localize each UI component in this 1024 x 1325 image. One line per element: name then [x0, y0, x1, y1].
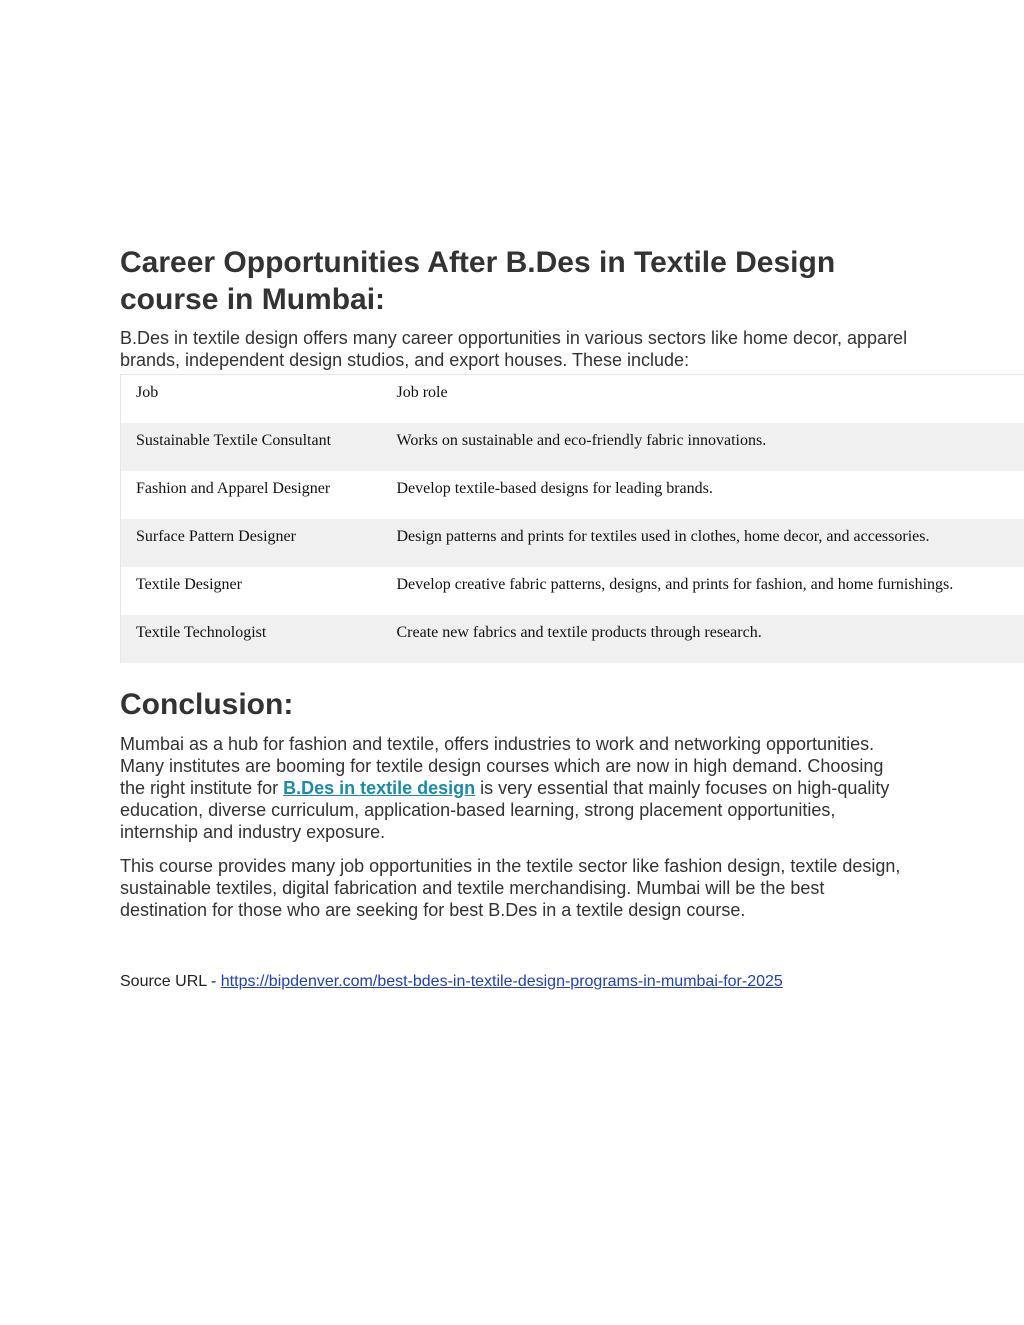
job-cell: Sustainable Textile Consultant [136, 431, 332, 449]
job-role-cell: Works on sustainable and eco-friendly fabric innovations. [396, 431, 767, 449]
source-label: Source URL - [120, 972, 221, 990]
job-cell: Fashion and Apparel Designer [136, 479, 331, 497]
job-role-cell: Develop creative fabric patterns, designs, and prints for fashion, and home furnishings. [396, 575, 954, 593]
job-role-cell: Create new fabrics and textile products through research. [396, 623, 762, 641]
intro-paragraph: B.Des in textile design offers many career opportunities in various sectors like home decor, apparel brands, independent design studios, and export houses. These include: [120, 328, 908, 370]
table-row [121, 567, 1024, 615]
conclusion-text-after-link: is very essential that mainly focuses on high-quality education, diverse curriculum, application-based learning, strong placement opportunities, internship and industry exposure. [120, 777, 890, 842]
table-row [121, 519, 1024, 567]
table-header-row [121, 375, 1024, 423]
source-line [120, 972, 1024, 992]
table-row [121, 471, 1024, 519]
job-cell: Textile Technologist [136, 623, 267, 641]
conclusion-title: Conclusion: [120, 687, 294, 721]
table-row [121, 615, 1024, 663]
job-role-cell: Design patterns and prints for textiles used in clothes, home decor, and accessories. [396, 527, 930, 545]
job-role-cell: Develop textile-based designs for leading brands. [396, 479, 713, 497]
career-table [120, 374, 1024, 663]
conclusion-paragraph-1 [120, 733, 910, 843]
section-title: Career Opportunities After B.Des in Textile Design course in Mumbai: [120, 246, 836, 316]
document-page [120, 240, 1024, 992]
job-cell: Textile Designer [136, 575, 242, 593]
header-job-role: Job role [396, 384, 448, 401]
conclusion-text-before-link: Mumbai as a hub for fashion and textile, offers industries to work and networking opportunities. Many institutes are booming for textile design courses which are now in high demand. Choosing the right institute for [120, 733, 884, 798]
job-cell: Surface Pattern Designer [136, 527, 296, 545]
conclusion-paragraph-2: This course provides many job opportunities in the textile sector like fashion design, textile design, sustainable textiles, digital fabrication and textile merchandising. Mumbai will be the best destination for those who are seeking for best B.Des in a textile design course. [120, 855, 901, 920]
source-url-link[interactable]: https://bipdenver.com/best-bdes-in-textile-design-programs-in-mumbai-for-2025 [220, 972, 783, 990]
header-job: Job [136, 384, 159, 401]
bdes-textile-design-link[interactable]: B.Des in textile design [283, 777, 476, 798]
table-row [121, 423, 1024, 471]
